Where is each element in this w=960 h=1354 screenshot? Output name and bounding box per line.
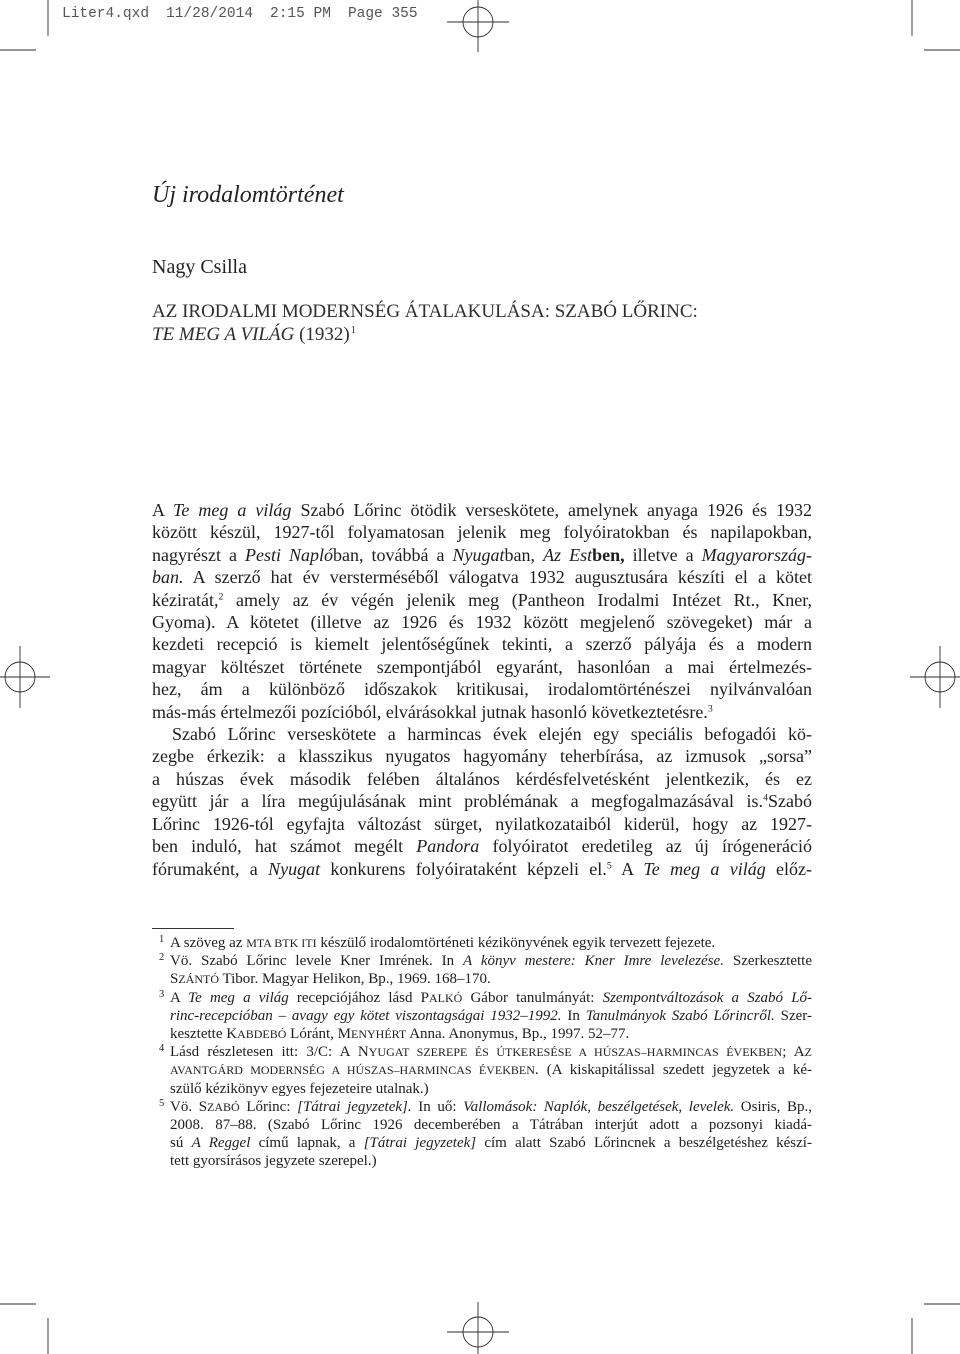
footnote xyxy=(152,1098,812,1171)
text-run: Szabó Lőrinc ötödik verseskötete, amelynek anyaga 1926 és 1932 xyxy=(291,500,812,520)
footnote-line xyxy=(170,1061,812,1079)
text-run: között készül, 1927-től folyamatosan jelenik meg folyóiratokban és napilapokban, xyxy=(152,522,812,543)
text-run: Lásd részletesen itt: 3/C: A N xyxy=(170,1044,369,1061)
registration-mark-right xyxy=(910,646,960,708)
footnote-line xyxy=(170,1116,812,1134)
text-run: fórumaként, a xyxy=(152,858,269,879)
italic-text: Magyarország- xyxy=(701,544,812,565)
text-run: A szöveg az xyxy=(170,935,247,951)
body-line xyxy=(152,521,812,543)
text-run: ABDEBÓ xyxy=(237,1027,287,1042)
body-line xyxy=(152,701,812,723)
body-line xyxy=(152,768,812,790)
italic-text: [Tátrai jegyzetek]. xyxy=(297,1098,412,1115)
body-line xyxy=(152,723,812,745)
footnote-number: 1 xyxy=(159,934,165,945)
text-run: hez, ám a különböző időszakok kritikusai, irodalomtörténészei nyilvánvalóan xyxy=(152,679,812,700)
footnote xyxy=(152,952,812,988)
text-run: MTA BTK ITI xyxy=(246,936,317,950)
text-run: 2008. 87–88. (Szabó Lőrinc 1926 decemberében a Tátrában interjút adott a pozsonyi kiadá- xyxy=(170,1117,812,1134)
footnote-line xyxy=(170,989,812,1007)
print-slug xyxy=(62,4,418,24)
article-title-line: AZ IRODALMI MODERNSÉG ÁTALAKULÁSA: SZABÓ LŐRINC: xyxy=(152,301,698,322)
text-run: kéziratát, xyxy=(152,589,219,610)
text-run: ALKÓ xyxy=(428,990,463,1005)
text-run: Szer- xyxy=(774,1007,812,1024)
crop-mark-top-left xyxy=(0,0,48,50)
text-run: ; A xyxy=(782,1044,805,1061)
text-run: a húszas évek második felében általános kérdésfelvetésként jelentkezik, és ez xyxy=(152,768,812,789)
text-run: In xyxy=(561,1007,586,1024)
footnote-separator xyxy=(152,928,234,929)
text-run: A xyxy=(152,500,174,520)
footnote-reference: 3 xyxy=(707,703,713,715)
crop-mark-bottom-left xyxy=(0,1304,48,1354)
italic-text: Tanulmányok Szabó Lőrincről. xyxy=(585,1007,775,1024)
text-run: cím alatt Szabó Lőrincnek a beszélgetéshez készí- xyxy=(476,1135,812,1152)
footnote-line xyxy=(170,1152,812,1170)
text-run: együtt jár a líra megújulásának mint problémának a megfogalmazásával is. xyxy=(152,791,764,812)
text-run: című lapnak, a xyxy=(250,1135,364,1152)
text-run: konkurens folyóirataként képzeli el. xyxy=(320,858,607,879)
footnote xyxy=(152,989,812,1044)
footnote-number: 5 xyxy=(159,1097,165,1109)
footnote-line xyxy=(170,1043,812,1061)
italic-text: Te meg a világ xyxy=(643,858,766,879)
footnote xyxy=(152,1043,812,1098)
text-run: sú xyxy=(170,1135,192,1152)
italic-text: Pandora xyxy=(416,836,480,857)
slug-file-name: Liter4.qxd xyxy=(62,6,150,22)
text-run: Szabó xyxy=(768,791,812,812)
body-text xyxy=(152,499,812,880)
italic-text: [Tátrai jegyzetek] xyxy=(363,1135,477,1152)
italic-text: Te meg a világ xyxy=(173,500,292,520)
text-run: S xyxy=(170,971,179,988)
text-run: ZABÓ xyxy=(207,1099,240,1114)
text-run: Szerkesztette xyxy=(723,953,812,970)
registration-mark-left xyxy=(0,646,50,708)
text-run: más-más értelmezői pozícióból, elvárásokkal jutnak hasonló következtetésre. xyxy=(152,701,708,722)
text-run: Vö. S xyxy=(170,1098,208,1115)
footnote-line xyxy=(170,952,812,970)
body-line xyxy=(152,678,812,700)
section-title: Új irodalomtörténet xyxy=(152,182,344,208)
text-run: A xyxy=(170,989,189,1006)
text-run: illetve a xyxy=(624,544,702,565)
italic-text: ban. xyxy=(152,567,184,588)
text-run: folyóiratot eredetileg az új írógeneráció xyxy=(479,836,812,857)
crop-mark-bottom-right xyxy=(912,1304,960,1354)
registration-mark-top xyxy=(447,0,509,52)
crop-mark-top-right xyxy=(912,0,960,50)
footnote-reference: 4 xyxy=(763,792,768,804)
footnote-line xyxy=(170,934,812,952)
body-line xyxy=(152,566,812,588)
italic-text: Az Est xyxy=(543,544,593,565)
text-run: amely az év végén jelenik meg (Pantheon Irodalmi Intézet Rt., Kner, xyxy=(223,589,812,610)
text-run: Vö. Szabó Lőrinc levele Kner Imrének. In xyxy=(170,953,464,970)
italic-text: A Reggel xyxy=(191,1135,251,1152)
text-run: Gyoma). A kötetet (illetve az 1926 és 1932 között megjelenő szövegeket) már a xyxy=(152,612,812,633)
text-run: előz- xyxy=(765,858,812,879)
slug-time: 2:15 PM xyxy=(270,6,331,22)
text-run: Gábor tanulmányát: xyxy=(462,989,603,1006)
author-name: Nagy Csilla xyxy=(152,256,247,278)
footnote-reference: 1 xyxy=(350,324,356,336)
text-run: magyar költészet története szempontjából egyaránt, hasonlóan a mai értelmezés- xyxy=(152,656,812,677)
footnote-line xyxy=(170,1025,812,1043)
text-run: ban, továbbá a xyxy=(333,544,453,565)
italic-text: Te meg a világ xyxy=(188,989,289,1006)
body-line xyxy=(152,858,812,880)
body-line xyxy=(152,835,812,857)
text-run: Anna. Anonymus, Bp., 1997. 52–77. xyxy=(406,1026,630,1043)
footnote-line xyxy=(170,1007,812,1025)
text-run: zegbe érkezik: a klasszikus nyugatos hagyomány teherbírása, az izmusok „sorsa” xyxy=(152,746,812,767)
footnote-line xyxy=(170,1134,812,1152)
book-title: TE MEG A VILÁG xyxy=(152,324,295,345)
slug-date: 11/28/2014 xyxy=(166,6,254,22)
body-line xyxy=(152,499,812,521)
text-run: kezdeti recepció is kiemelt jelentőségűnek tekinti, a szerző pályája és a modern xyxy=(152,634,812,655)
text-run: ban, xyxy=(504,544,544,565)
text-run: Osiris, Bp., xyxy=(734,1098,812,1115)
text-run: Tibor. Magyar Helikon, Bp., 1969. 168–170. xyxy=(219,971,491,988)
text-run: tett gyorsírásos jegyzete szerepel.) xyxy=(170,1153,377,1170)
body-line xyxy=(152,611,812,633)
footnote-number: 2 xyxy=(159,952,165,964)
text-run: Lőrinc: xyxy=(239,1098,298,1115)
text-run: AVANTGÁRD MODERNSÉG A HÚSZAS–HARMINCAS ÉVEKBEN xyxy=(170,1063,535,1078)
footnote xyxy=(152,934,812,952)
text-run: ben induló, hat számot megélt xyxy=(152,836,417,857)
text-run: ben, xyxy=(592,544,625,565)
footnote-number: 3 xyxy=(159,988,165,1000)
body-line xyxy=(152,656,812,678)
italic-text: Szempontváltozások a Szabó Lő- xyxy=(602,989,813,1006)
book-year: (1932) xyxy=(299,324,350,345)
italic-text: rinc-recepcióban – avagy egy kötet viszontagságai 1932–1992. xyxy=(170,1007,562,1024)
italic-text: A könyv mestere: Kner Imre levelezése. xyxy=(463,953,724,970)
registration-mark-bottom xyxy=(447,1302,509,1354)
article-title-line xyxy=(152,323,698,346)
body-line xyxy=(152,813,812,835)
footnote-line xyxy=(170,970,812,988)
footnote-line xyxy=(170,1080,812,1098)
footnote-number: 4 xyxy=(159,1043,165,1055)
article-title xyxy=(152,300,698,346)
text-run: In uő: xyxy=(411,1098,464,1115)
slug-page: Page 355 xyxy=(347,6,418,22)
text-run: A xyxy=(611,858,644,879)
text-run: YUGAT SZEREPE ÉS ÚTKERESÉSE A HÚSZAS–HARMINCAS ÉVEKBEN xyxy=(368,1045,783,1060)
text-run: recepciójához lásd P xyxy=(288,989,429,1006)
italic-text: Pesti Napló xyxy=(245,544,334,565)
body-line xyxy=(152,544,812,566)
body-line xyxy=(152,589,812,611)
footnote-reference: 5 xyxy=(606,860,612,872)
text-run: kesztette K xyxy=(170,1026,238,1043)
body-line xyxy=(152,633,812,655)
text-run: Lőrinc 1926-tól egyfajta változást sürget, nyilatkozataiból kiderül, hogy az 1927- xyxy=(152,813,812,834)
footnote-line xyxy=(170,1098,812,1116)
italic-text: Nyugat xyxy=(452,544,505,565)
text-run: készülő irodalomtörténeti kézikönyvének egyik tervezett fejezete. xyxy=(316,935,716,951)
text-run: ENYHÉRT xyxy=(350,1027,407,1042)
text-run: Lóránt, M xyxy=(286,1026,351,1043)
text-run: nagyrészt a xyxy=(152,544,245,565)
footnotes xyxy=(152,934,812,1171)
italic-text: Vallomások: Naplók, beszélgetések, levelek. xyxy=(463,1098,735,1115)
body-line xyxy=(152,790,812,812)
text-run: Z xyxy=(804,1045,812,1060)
text-run: A szerző hat év versterméséből válogatva 1932 augusztusára készíti el a kötet xyxy=(183,567,812,588)
footnote-reference: 2 xyxy=(218,591,224,603)
text-run: . (A kiskapitálissal szedett jegyzetek a ké- xyxy=(534,1062,812,1079)
text-run: szülő kézikönyv egyes fejezeteire utalnak.) xyxy=(170,1080,429,1097)
text-run: Szabó Lőrinc verseskötete a harmincas évek elején egy speciális befogadói kö- xyxy=(172,724,812,745)
body-line xyxy=(152,745,812,767)
italic-text: Nyugat xyxy=(268,858,321,879)
text-run: ZÁNTÓ xyxy=(178,972,220,987)
